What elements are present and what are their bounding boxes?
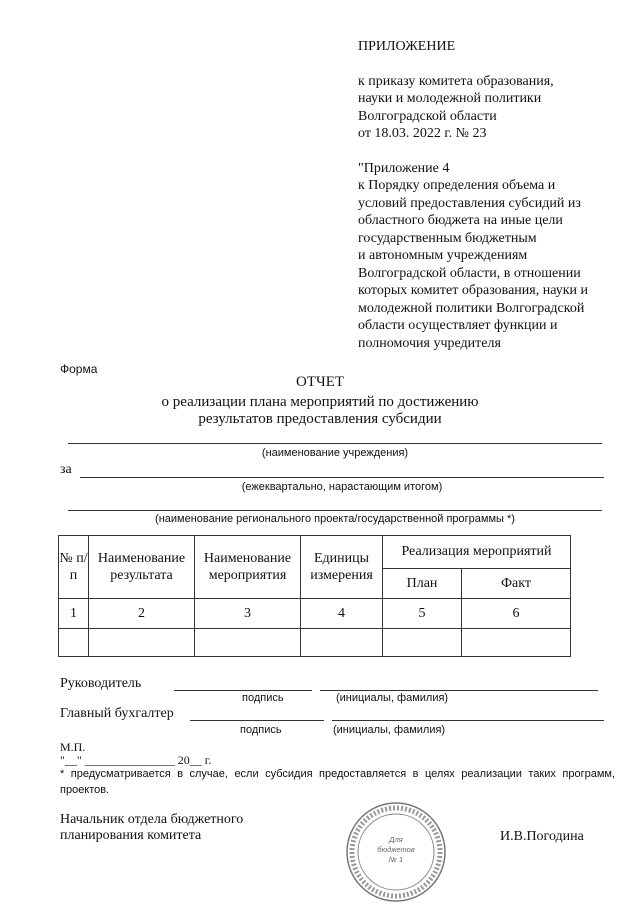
- period-caption: (ежеквартально, нарастающим итогом): [241, 481, 443, 493]
- head-name-line[interactable]: [320, 690, 598, 691]
- date-line[interactable]: "__" _______________ 20__ г.: [60, 753, 212, 767]
- project-line[interactable]: [68, 510, 602, 511]
- header-plan: План: [383, 569, 462, 599]
- form-label: Форма: [60, 362, 98, 376]
- col-number: 5: [383, 599, 462, 629]
- appendix-line: областного бюджета на иные цели: [358, 213, 563, 228]
- head-sign-caption: подпись: [242, 692, 284, 704]
- institution-caption: (наименование учреждения): [261, 447, 409, 459]
- institution-line[interactable]: [68, 443, 602, 444]
- period-line[interactable]: [80, 477, 604, 478]
- table-cell[interactable]: [195, 629, 301, 657]
- stamp-text: Для: [389, 835, 403, 844]
- col-number: 6: [462, 599, 571, 629]
- report-table: [58, 535, 571, 657]
- accountant-sign-caption: подпись: [240, 724, 282, 736]
- head-name-caption: (инициалы, фамилия): [336, 692, 449, 704]
- appendix-line: условий предоставления субсидий из: [358, 195, 581, 211]
- accountant-label: Главный бухгалтер: [60, 706, 174, 721]
- order-line: науки и молодежной политики: [358, 91, 542, 106]
- appendix-line: которых комитет образования, науки и: [358, 283, 589, 298]
- appendix-line: молодежной политики Волгоградской: [358, 300, 585, 316]
- table-row[interactable]: [59, 629, 571, 657]
- appendix-line: государственным бюджетным: [358, 230, 537, 246]
- order-line: от 18.03. 2022 г. № 23: [358, 126, 487, 141]
- footer-position: планирования комитета: [60, 828, 202, 843]
- footer-signer: И.В.Погодина: [500, 829, 584, 844]
- appendix-line: "Приложение 4: [358, 160, 450, 176]
- stamp-place-label: М.П.: [60, 740, 86, 754]
- order-line: Волгоградской области: [358, 108, 497, 124]
- header-block: [358, 38, 618, 352]
- table-cell[interactable]: [462, 629, 571, 657]
- accountant-signature-line[interactable]: [190, 720, 324, 721]
- col-number: 3: [195, 599, 301, 629]
- table-number-row: [59, 599, 571, 629]
- appendix-title: ПРИЛОЖЕНИЕ: [358, 39, 456, 54]
- head-label: Руководитель: [60, 676, 142, 691]
- col-number: 1: [59, 599, 89, 629]
- stamp-graphic: [344, 800, 448, 904]
- appendix-line: Волгоградской области, в отношении: [358, 265, 581, 281]
- header-unit: Единицы измерения: [301, 536, 383, 599]
- appendix-line: области осуществляет функции и: [358, 318, 558, 333]
- accountant-name-line[interactable]: [332, 720, 604, 721]
- report-subtitle: результатов предоставления субсидии: [198, 411, 442, 427]
- footnote: * предусматривается в случае, если субсидия предоставляется в целях реализации таких программ, проектов.: [60, 768, 615, 796]
- project-caption: (наименование регионального проекта/государственной программы *): [155, 513, 515, 525]
- table-cell[interactable]: [89, 629, 195, 657]
- table-cell[interactable]: [301, 629, 383, 657]
- accountant-name-caption: (инициалы, фамилия): [333, 724, 446, 736]
- header-event: Наименование мероприятия: [195, 536, 301, 599]
- table-cell[interactable]: [383, 629, 462, 657]
- col-number: 4: [301, 599, 383, 629]
- report-title: ОТЧЕТ: [295, 374, 345, 390]
- appendix-line: полномочия учредителя: [358, 335, 501, 351]
- table-header-row: [59, 536, 571, 569]
- stamp-text: № 1: [388, 855, 404, 864]
- appendix-line: и автономным учреждениям: [358, 248, 528, 263]
- report-subtitle: о реализации плана мероприятий по достижению: [161, 394, 479, 410]
- order-line: к приказу комитета образования,: [358, 73, 554, 89]
- head-signature-line[interactable]: [174, 690, 312, 691]
- official-stamp: [344, 800, 448, 904]
- header-result: Наименование результата: [89, 536, 195, 599]
- stamp-text: бюджетов: [377, 845, 415, 854]
- footer-position: Начальник отдела бюджетного: [60, 812, 244, 827]
- appendix-line: к Порядку определения объема и: [358, 178, 556, 193]
- header-fact: Факт: [462, 569, 571, 599]
- col-number: 2: [89, 599, 195, 629]
- header-implementation: Реализация мероприятий: [383, 536, 571, 569]
- period-prefix: за: [60, 462, 72, 477]
- header-num: № п/п: [59, 536, 89, 599]
- table-cell[interactable]: [59, 629, 89, 657]
